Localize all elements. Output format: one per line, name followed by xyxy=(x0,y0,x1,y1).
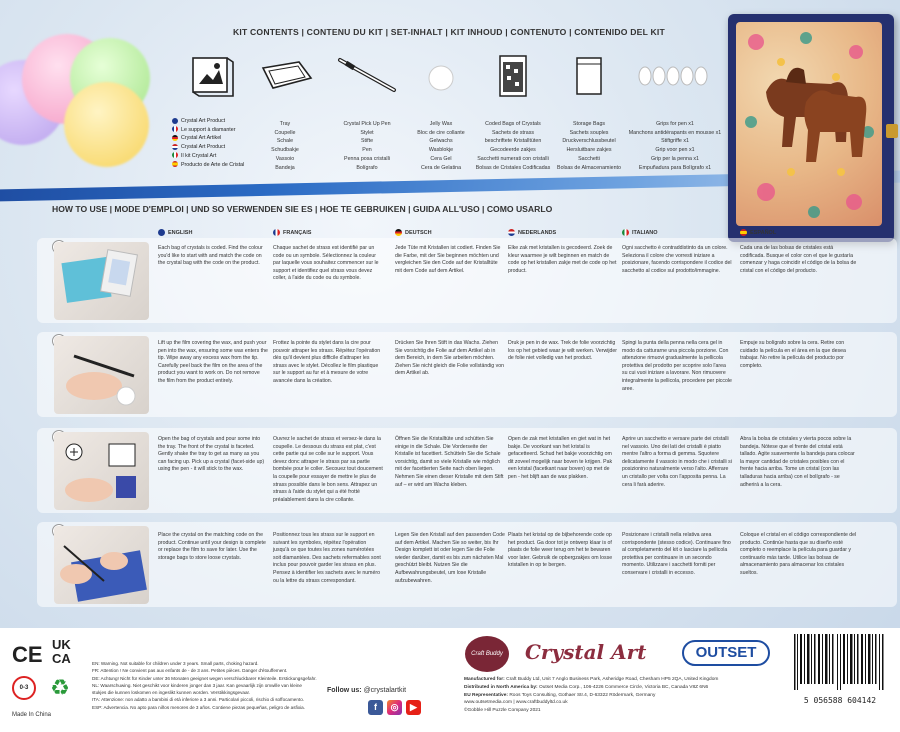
ukca-mark-top: UK xyxy=(52,637,71,652)
step1-text-es: Cada una de las bolsas de cristales está codificada. Busque el color con el que le gustaría comenzar y haga coincidir el código de la bolsa de cristal con el código del producto. xyxy=(740,245,857,274)
flag-nl-icon xyxy=(172,144,178,150)
crystal-art-logo: Crystal Art xyxy=(525,640,647,664)
lang-dutch: NEDERLANDS xyxy=(508,229,556,236)
kit-item-grips xyxy=(620,52,730,172)
step-image-1 xyxy=(54,242,149,320)
flag-it-icon xyxy=(622,229,629,236)
step2-text-it: Spingi la punta della penna nella cera gel in modo da catturarne una piccola porzione. Con attenzione rimuovi gradualmente la pellicola protettiva del prodotto per scoprire solo l'area su cui vuoi iniziare a lavorare. Non rimuovere integralmente la pellicola, procedere per piccole aree. xyxy=(622,340,732,392)
youtube-icon[interactable]: ▶ xyxy=(406,700,421,715)
flag-nl-icon xyxy=(508,229,515,236)
step-image-3 xyxy=(54,432,149,510)
lang-french: FRANÇAIS xyxy=(273,229,311,236)
manufacturer-info: Manufactured for: Craft Buddy Ltd, Unit 7 Anglo Business Park, Asheridge Road, Chesham HP5 2QA, United Kingdom Distributed in North America by: Outset Media Corp., 106-4226 Commerce Circle, Victoria BC, Canada V8Z 6N6 EU Representative: Roos Toys Consulting, Gothaer Str.4, D-63322 Rödermark, Germany www.outsetmedia.com | www.craftbuddyltd.co.uk ©Gobble Hill Puzzle Company 2021 xyxy=(464,677,719,714)
step3-text-it: Aprire un sacchetto e versare parte dei cristalli nel vassoio. Uno dei lati dei cristalli è piatto mentre l'altro a forma di gemma. Squotere delicatamente il vassoio in modo che i cristalli si posizionino naturalmente verso l'alto. Afferrare un cristallo per volta con l'apposita penna. La cera li farà aderire. xyxy=(622,436,732,488)
how-to-use-title: HOW TO USE | MODE D'EMPLOI | UND SO VERWENDEN SIE ES | HOE TE GEBRUIKEN | GUIDA ALL'USO | COMO USARLO xyxy=(52,204,553,214)
product-name-nl: Crystal Art Product xyxy=(181,144,226,151)
flag-de-icon xyxy=(395,229,402,236)
flag-it-icon xyxy=(172,152,178,158)
ce-mark: CE xyxy=(12,642,43,667)
product-name-en: Crystal Art Product xyxy=(181,118,226,124)
product-name-es: Producto de Arte de Cristal xyxy=(181,161,245,168)
product-name-de: Crystal Art Artikel xyxy=(181,135,222,142)
step4-text-de: Legen Sie den Kristall auf den passenden Code auf dem Artikel. Machen Sie so weiter, bis Ihr Design komplett ist oder legen Sie die Folie wieder darüber, damit es bis zum nächsten Mal geschützt bleibt. Nutzen Sie die Aufbewahrungsbeutel, um lose Kristalle aufzubewahren. xyxy=(395,532,505,584)
notebook-product xyxy=(728,14,894,242)
step3-text-en: Open the bag of crystals and pour some into the tray. The front of the crystal is faceted. Gently shake the tray to get as many as you can facing up. Pick up a crystal (facet-side up) using the pen - it will stick to the wax. xyxy=(158,436,265,473)
flag-uk-icon xyxy=(172,118,178,124)
instagram-icon[interactable]: ◎ xyxy=(387,700,402,715)
outset-logo: OUTSET xyxy=(682,640,770,666)
canvas-icon xyxy=(176,52,246,100)
step2-text-es: Empuje su bolígrafo sobre la cera. Retire con cuidado la película en el área en la que desea trabajar. No retire la película del producto por completo. xyxy=(740,340,846,369)
product-name-it: Il kit Crystal Art xyxy=(181,152,217,159)
pen-names: Crystal Pick Up Pen Stylet Stifte Pen Penna posa cristalli Bolígrafo xyxy=(343,121,391,171)
notebook-cover xyxy=(736,22,882,226)
step1-text-en: Each bag of crystals is coded. Find the colour you'd like to start with and match the code on the crystal bag with the code on the product. xyxy=(158,245,263,267)
wax-names: Jelly Wax Bloc de cire collante Gelwachs Wasblokje Cera Gel Cera de Gelatina xyxy=(417,121,465,171)
padlock-icon xyxy=(886,124,898,138)
step2-text-en: Lift up the film covering the wax, and push your pen into the wax, ensuring some wax enters the tip. Wipe away any excess wax from the tip. Carefully peel back the film on the area of the product you want to work on. Do not remove the film from the product entirely. xyxy=(158,340,268,384)
crystal-bags-names: Coded Bags of Crystals Sachets de strass beschriftete Kristalltüten Gecodeerde zakjes Sacchetti numerati con cristalli Bolsas de Cristales Codificadas xyxy=(475,121,551,171)
age-warning-icon: 0-3 xyxy=(12,676,36,700)
grips-names: Grips for pen x1 Manchons antidérapants en mousse x1 Stiftgriffe x1 Grip voor pen x1 Grip per la penna x1 Empuñadura para Bolígrafo x1 xyxy=(628,121,722,171)
barcode-bars xyxy=(790,632,890,690)
barcode-number: 5 056588 604142 xyxy=(803,696,877,705)
step1-text-nl: Elke zak met kristallen is gecodeerd. Zoek de kleur waarmee je wilt beginnen en match de code op het kristallen zakje met de code op het product. xyxy=(508,245,617,274)
tray-icon xyxy=(240,52,330,100)
step-image-2 xyxy=(54,336,149,414)
step3-text-nl: Open de zak met kristallen en giet wat in het bakje. De voorkant van het kristal is gefacetteerd. Schud het bakje voorzichtig om dit zoveel mogelijk naar boven te krijgen. Pak een kristal (facetkant naar boven) op met de pen - het blijft aan de wax plakken. xyxy=(508,436,613,480)
step1-text-fr: Chaque sachet de strass est identifié par un code ou un symbole. Sélectionnez la couleur par laquelle vous souhaitez commencer sur le support et identifiez quel strass vous devez coller, à l'aide du code ou du symbole. xyxy=(273,245,379,282)
made-in-label: Made In China xyxy=(12,712,52,718)
step2-text-nl: Druk je pen in de wax. Trek de folie voorzichtig los op het gebied waar je wilt werken. Verwijder de folie niet volledig van het product. xyxy=(508,340,617,362)
follow-us: Follow us: @crystalartkit xyxy=(327,687,407,694)
step3-text-de: Öffnen Sie die Kristalltüte und schütten Sie einige in die Schale. Die Vorderseite der Kristalle ist facettiert. Schütteln Sie die Schale vorsichtig, damit so viele Kristalle wie möglich mit der facettierten Seite nach oben liegen. Nehmen Sie einen dieser Kristalle mit dem Stift auf – er wird am Wachs kleben. xyxy=(395,436,504,488)
kit-product xyxy=(176,52,246,100)
step4-text-it: Posizionare i cristalli nella relativa area corrispondente (stesso codice). Continuare fino al completamento del kit o lasciare la pellicola protettiva per continuare in un secondo momento. Utilizzare i sacchetti forniti per conservare i cristalli in eccesso. xyxy=(622,532,731,576)
recycle-icon: ♻ xyxy=(50,675,70,700)
step2-text-fr: Frottez la pointe du stylet dans la cire pour pouvoir attraper les strass. Répétez l'opération dès qu'il devient plus difficile d'attraper les strass avec le stylet. Décollez le film plastique sur le support au fur et à mesure de votre avancée dans la création. xyxy=(273,340,381,384)
flag-es-icon xyxy=(172,161,178,167)
step4-text-es: Coloque el cristal en el código correspondiente del producto. Continúe hasta que su diseño esté completo o reemplace la película para guardar y continuarlo más tarde. Utilice las bolsas de almacenamiento para almacenar los cristales sueltos. xyxy=(740,532,857,576)
lang-german: DEUTSCH xyxy=(395,229,432,236)
product-name-fr: Le support à diamanter xyxy=(181,126,236,133)
kit-item-tray xyxy=(240,52,330,172)
flag-fr-icon xyxy=(172,126,178,132)
step2-text-de: Drücken Sie Ihren Stift in das Wachs. Ziehen Sie vorsichtig die Folie auf dem Artikel ab in dem Bereich, in dem Sie arbeiten möchten. Ziehen Sie nicht gleich die Folie vollständig von dem Artikel ab. xyxy=(395,340,505,377)
lang-italian: ITALIANO xyxy=(622,229,658,236)
step3-text-es: Abra la bolsa de cristales y vierta pocos sobre la bandeja. Nótese que el frente del cristal está tallado. Agite suavemente la bandeja para colocar la mayor cantidad de cristales posibles con el frente hacia arriba. Tome un cristal (con las talladuras hacia arriba) con el bolígrafo - se adherirá a la cera. xyxy=(740,436,855,488)
lang-english: ENGLISH xyxy=(158,229,192,236)
step4-text-fr: Positionnez tous les strass sur le support en suivant les symboles, répétez l'opération jusqu'à ce que toutes les zones numérotées soit diamantées. Des sachets refermables sont inclus pour pouvoir garder les strass en plus. Pensez à identifier les sachets avec le numéro ou la lettre du strass correspondant. xyxy=(273,532,381,584)
step3-text-fr: Ouvrez le sachet de strass et versez-le dans la coupelle. Le dessous du strass est plat, c'est cette partie qui se colle sur le support. Vous devez donc attraper le strass par sa partie bombée pour le coller. Secouez tout doucement la coupelle pour essayer de mettre le plus de strass possible dans le bon sens. Attrapez un strass à l'aide du stylet qui a été frotté préalablement dans la cire collante. xyxy=(273,436,383,503)
bubble-yellow xyxy=(64,82,149,167)
step1-text-de: Jede Tüte mit Kristallen ist codiert. Finden Sie die Farbe, mit der Sie beginnen möchten und vergleichen Sie den Code auf der Kristalltüte mit dem Code auf dem Artikel. xyxy=(395,245,501,274)
grip-icon xyxy=(620,52,730,100)
facebook-icon[interactable]: f xyxy=(368,700,383,715)
ukca-mark-bottom: CA xyxy=(52,651,71,666)
storage-bags-names: Storage Bags Sachets souples Druckverschlussbeutel Hersluitbare zakjes Sacchetti Bolsas de Almacenamiento xyxy=(557,121,621,171)
step4-text-en: Place the crystal on the matching code on the product. Continue until your design is complete or replace the film to save for later. Use the storage bags to store loose crystals. xyxy=(158,532,266,561)
flag-es-icon xyxy=(740,229,747,236)
flag-fr-icon xyxy=(273,229,280,236)
craft-buddy-logo: Craft Buddy xyxy=(465,636,509,672)
step1-text-it: Ogni sacchetto è contraddistinto da un colore. Seleziona il colore che vorresti iniziare a posizionare, facendo corrispondere il codice del sacchetto al codice sul prodotto/immagine. xyxy=(622,245,732,274)
barcode xyxy=(790,632,890,705)
flag-de-icon xyxy=(172,135,178,141)
flag-uk-icon xyxy=(158,229,165,236)
lang-spanish: ESPAÑOL xyxy=(740,229,776,236)
step-image-4 xyxy=(54,526,149,604)
safety-warnings: EN: Warning. Not suitable for children under 3 years. Small parts, choking hazard. FR: Attention ! Ne convient pas aux enfants de - de 3 ans. Petites pièces. Danger d'étouffement. DE: Achtung! Nicht für Kinder unter 36 Monaten geeignet wegen verschluckbarer Kleinteile. Erstickungsgefahr. NL: Waarschuwing. Niet geschikt voor kinderen jonger dan 3 jaar. Kan gevaarlijk zijn omwille van kleine stukjes die kunnen loskomen en ingeslikt kunnen worden. Verstikkingsgevaar. ITA: Attenzione: non adatto a bambini di età inferiore a 3 anni. Particolari piccoli, rischio di soffocamento. ESP: Advertencia. No apto para niños menores de 3 años. Contiene piezas pequeñas, peligro de asfixia. xyxy=(92,661,317,710)
tray-names: Tray Coupelle Schale Schudbakje Vassoio Bandeja xyxy=(271,121,299,171)
kit-contents-title: KIT CONTENTS | CONTENU DU KIT | SET-INHALT | KIT INHOUD | CONTENUTO | CONTENIDO DEL KIT xyxy=(233,27,665,37)
step4-text-nl: Plaats het kristal op de bijbehorende code op het product. Ga door tot je ontwerp klaar is of plaats de folie weer terug om het te bewaren voor later. Gebruik de opbergzakjes om losse kristallen in op te bergen. xyxy=(508,532,613,569)
